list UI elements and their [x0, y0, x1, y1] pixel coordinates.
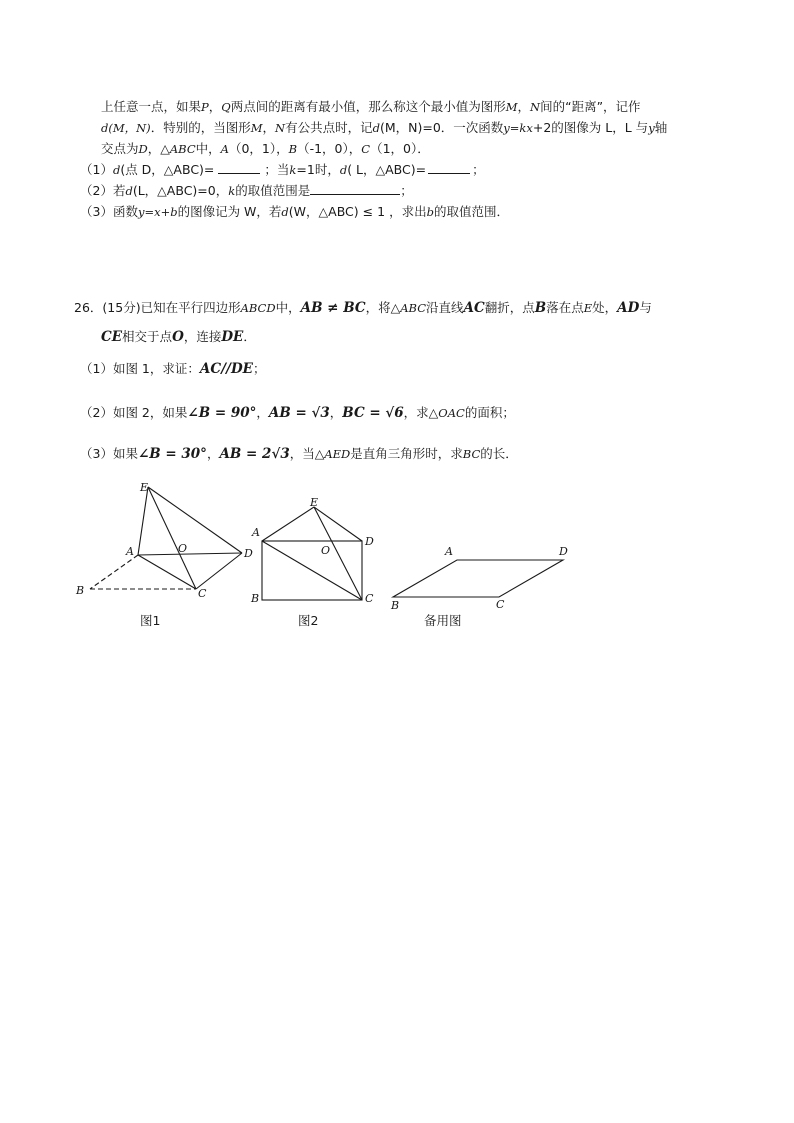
var-yxb: y=x+b [137, 205, 178, 219]
segment-ed [148, 487, 242, 553]
p26-sub-2 [80, 403, 515, 423]
formula-angle-b-90: ∠B = 90° [187, 405, 257, 421]
label-a: A [252, 526, 260, 539]
text: ( L，△ABC)= [347, 162, 427, 177]
text: 有公共点时，记 [285, 120, 373, 135]
label-c: C [365, 592, 374, 605]
label-b: B [251, 592, 260, 605]
text: （1） [80, 162, 113, 177]
label-b: B [76, 584, 85, 597]
label-a: A [126, 545, 134, 558]
text: 的取值范围是 [235, 183, 311, 198]
formula-ad: AD [617, 300, 640, 316]
var-bc: BC [462, 447, 481, 461]
text: 与 [639, 300, 652, 315]
formula-ab-sqrt3: AB = √3 [268, 405, 330, 421]
text: (L，△ABC)=0， [132, 183, 229, 198]
text: 中， [275, 300, 301, 315]
text: 处， [592, 300, 618, 315]
p25-line-1 [101, 98, 641, 116]
text: 间的“距离”，记作 [540, 99, 641, 114]
text: （3）函数 [80, 204, 138, 219]
text: (点 D，△ABC)= [120, 162, 215, 177]
text: 上任意一点，如果 [101, 99, 202, 114]
text: ， [208, 99, 222, 114]
text: 轴 [654, 120, 668, 135]
var-d: D [138, 142, 148, 156]
var-a: A [220, 142, 229, 156]
text: ； [252, 361, 266, 376]
parallelogram-abcd [393, 560, 563, 597]
var-d: d [112, 163, 121, 177]
text: ， [329, 405, 343, 420]
var-y: y [648, 121, 655, 135]
text: ， [262, 120, 275, 135]
text: ，当△ [289, 446, 325, 461]
formula-ac: AC [463, 300, 485, 316]
var-n: N [275, 121, 286, 135]
var-d: d [339, 163, 348, 177]
label-d: D [559, 545, 568, 558]
var-abc: ABC [169, 142, 196, 156]
var-k: k [228, 184, 236, 198]
figure-3-caption: 备用图 [424, 613, 462, 628]
p25-line-3 [101, 140, 430, 158]
var-d: d [125, 184, 133, 198]
text: ，△ [147, 141, 170, 156]
segment-ab-dashed [90, 555, 138, 589]
question-number: 26．(15分)已知在平行四边形 [74, 300, 241, 315]
label-d: D [365, 535, 374, 548]
p25-line-2 [101, 119, 667, 137]
answer-blank[interactable] [310, 182, 400, 195]
text: 翻折，点 [484, 300, 535, 315]
text: （0，1）， [228, 141, 289, 156]
var-m: M [250, 121, 263, 135]
text: （-1，0）， [297, 141, 362, 156]
figure-3 [385, 540, 575, 615]
text: ． [243, 329, 256, 344]
formula-ab-neq-bc: AB ≠ BC [300, 300, 366, 316]
text: ．特别的，当图形 [150, 120, 251, 135]
text: =1时， [296, 162, 340, 177]
text: （2）若 [80, 183, 126, 198]
var-b: b [426, 205, 434, 219]
var-ykx: y=kx [503, 121, 533, 135]
var-oac: OAC [438, 406, 465, 420]
text: 两点间的距离有最小值，那么称这个最小值为图形 [230, 99, 506, 114]
p26-header-2 [101, 327, 256, 347]
text: ； [400, 183, 413, 198]
label-c: C [198, 587, 207, 600]
le-symbol: ≤ [362, 204, 374, 219]
p26-sub-3 [80, 444, 518, 464]
p25-q3 [80, 203, 509, 221]
segment-ea [262, 507, 314, 541]
label-c: C [496, 598, 505, 611]
text: 的取值范围． [433, 204, 509, 219]
answer-blank[interactable] [218, 161, 260, 174]
segment-ad [138, 553, 242, 555]
text: （3）如果 [80, 446, 138, 461]
text: 沿直线 [426, 300, 464, 315]
formula-o: O [172, 329, 184, 345]
text: 的面积； [464, 405, 515, 420]
text: 落在点 [546, 300, 584, 315]
var-p: P [201, 100, 209, 114]
segment-ac [138, 555, 196, 589]
figure-1 [70, 475, 260, 605]
p26-sub-1 [80, 359, 265, 379]
formula-bc-sqrt6: BC = √6 [342, 405, 404, 421]
text: ， [256, 405, 269, 420]
var-d: d [281, 205, 289, 219]
p25-q1 [80, 161, 485, 179]
label-e: E [140, 481, 149, 494]
var-m: M [505, 100, 518, 114]
var-n: N [530, 100, 541, 114]
segment-ed [314, 507, 362, 541]
var-k: k [289, 163, 297, 177]
label-e: E [310, 496, 319, 509]
p26-header-1 [74, 298, 652, 318]
var-aed: AED [324, 447, 351, 461]
p25-q2 [80, 182, 413, 200]
text: 的图像记为 W，若 [177, 204, 282, 219]
formula-ab-2sqrt3: AB = 2√3 [219, 446, 290, 462]
var-q: Q [221, 100, 231, 114]
var-c: C [361, 142, 371, 156]
var-b: B [288, 142, 298, 156]
text: ， [206, 446, 220, 461]
answer-blank[interactable] [428, 161, 470, 174]
text: （1，0）． [370, 141, 430, 156]
figure-1-caption: 图1 [140, 613, 161, 628]
label-d: D [244, 547, 253, 560]
text: ；当 [264, 162, 290, 177]
text: 相交于点 [122, 329, 173, 344]
segment-dc [196, 553, 242, 589]
text: 是直角三角形时，求 [350, 446, 463, 461]
text: ； [472, 162, 485, 177]
text: 交点为 [101, 141, 139, 156]
segment-ea [138, 487, 148, 555]
formula-b: B [534, 300, 547, 316]
text: ，将△ [365, 300, 401, 315]
label-o: O [321, 544, 331, 557]
formula-angle-b-30: ∠B = 30° [137, 446, 207, 462]
text: ，连接 [183, 329, 222, 344]
label-a: A [445, 545, 453, 558]
text: +2的图像为 L，L 与 [532, 120, 649, 135]
var-dmn: d(M，N) [101, 121, 151, 135]
var-abcd: ABCD [240, 301, 276, 315]
formula-ac-parallel-de: AC//DE [199, 361, 253, 377]
label-o: O [178, 542, 188, 555]
text: (W，△ABC) [288, 204, 359, 219]
text: 中， [195, 141, 221, 156]
segment-ec [148, 487, 196, 589]
var-e: E [583, 301, 593, 315]
text: 1 ，求出 [377, 204, 427, 219]
var-abc: ABC [400, 301, 427, 315]
text: ， [517, 99, 531, 114]
formula-ce: CE [101, 329, 123, 345]
formula-de: DE [221, 329, 244, 345]
text: (M，N)=0．一次函数 [379, 120, 504, 135]
text: （2）如图 2，如果 [80, 405, 188, 420]
var-d: d [372, 121, 380, 135]
label-b: B [391, 599, 400, 612]
text: （1）如图 1，求证： [80, 361, 200, 376]
figure-2-caption: 图2 [298, 613, 319, 628]
text: ，求△ [403, 405, 439, 420]
text: 的长． [480, 446, 518, 461]
figure-2 [248, 490, 383, 610]
